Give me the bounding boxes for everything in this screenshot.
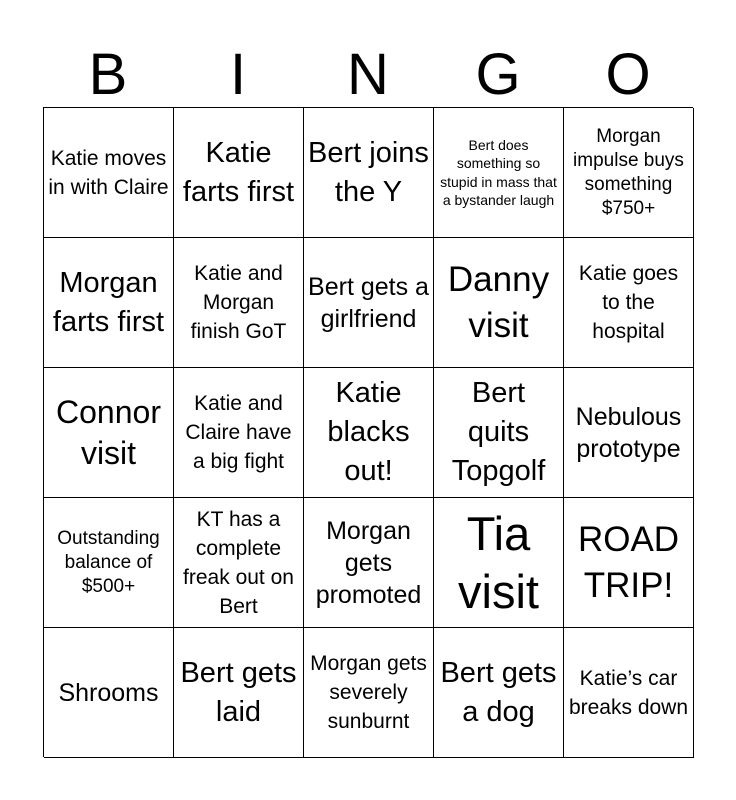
bingo-cell-text: Danny visit xyxy=(447,259,550,345)
bingo-cell-text: Morgan impulse buys something $750+ xyxy=(573,125,684,219)
bingo-cell-text: Bert joins the Y xyxy=(308,136,429,208)
bingo-cell[interactable] xyxy=(44,368,174,498)
bingo-cell[interactable] xyxy=(434,238,564,368)
bingo-cell-text: Bert does something so stupid in mass that a bystander laugh xyxy=(440,136,557,208)
bingo-cell-text: Katie goes to the hospital xyxy=(578,262,679,343)
bingo-cell[interactable] xyxy=(434,498,564,628)
bingo-cell[interactable] xyxy=(304,238,434,368)
bingo-cell[interactable] xyxy=(174,498,304,628)
bingo-cell[interactable] xyxy=(434,108,564,238)
bingo-cell-text: Katie and Morgan finish GoT xyxy=(190,262,287,343)
bingo-cell[interactable] xyxy=(44,108,174,238)
bingo-cell-text: Katie’s car breaks down xyxy=(568,666,689,719)
header-letter-i: I xyxy=(229,42,247,107)
bingo-cell-text: Nebulous prototype xyxy=(575,402,682,463)
bingo-cell[interactable] xyxy=(44,238,174,368)
bingo-cell[interactable] xyxy=(564,368,694,498)
bingo-cell-text: Outstanding balance of $500+ xyxy=(57,527,160,597)
bingo-cell-text: KT has a complete freak out on Bert xyxy=(183,507,294,618)
bingo-cell-text: Katie and Claire have a big fight xyxy=(185,392,292,473)
bingo-cell[interactable] xyxy=(304,108,434,238)
bingo-cell[interactable] xyxy=(434,368,564,498)
bingo-cell-text: Katie blacks out! xyxy=(327,377,410,487)
bingo-cell-text: Bert quits Topgolf xyxy=(451,377,546,487)
bingo-cell[interactable] xyxy=(564,628,694,758)
header-letter-n: N xyxy=(347,42,389,107)
bingo-cell[interactable] xyxy=(174,108,304,238)
bingo-cell-text: Connor visit xyxy=(56,393,161,471)
bingo-cell[interactable] xyxy=(174,628,304,758)
bingo-grid xyxy=(43,107,693,757)
bingo-cell-text: Katie farts first xyxy=(182,136,295,208)
bingo-cell-text: Morgan farts first xyxy=(52,266,165,338)
bingo-cell[interactable] xyxy=(564,498,694,628)
bingo-cell[interactable] xyxy=(564,238,694,368)
bingo-cell-text: Katie moves in with Claire xyxy=(48,146,169,199)
bingo-cell-text: Morgan gets severely sunburnt xyxy=(310,652,427,733)
bingo-cell[interactable] xyxy=(564,108,694,238)
bingo-cell-text: Bert gets laid xyxy=(180,656,297,728)
bingo-cell-text: ROAD TRIP! xyxy=(577,519,680,605)
bingo-cell[interactable] xyxy=(304,368,434,498)
bingo-cell-text: Morgan gets promoted xyxy=(315,516,422,609)
bingo-cell-text: Bert gets a dog xyxy=(440,656,557,728)
bingo-cell[interactable] xyxy=(174,368,304,498)
header-letter-b: B xyxy=(88,42,128,107)
bingo-cell[interactable] xyxy=(304,628,434,758)
header-letter-g: G xyxy=(475,42,521,107)
bingo-cell[interactable] xyxy=(174,238,304,368)
bingo-header xyxy=(43,42,693,108)
bingo-cell[interactable] xyxy=(44,498,174,628)
header-letter-o: O xyxy=(605,42,651,107)
bingo-cell[interactable] xyxy=(304,498,434,628)
bingo-cell-text: Shrooms xyxy=(58,678,159,707)
bingo-cell-text: Tia visit xyxy=(458,506,539,618)
bingo-cell-text: Bert gets a girlfriend xyxy=(308,272,429,333)
bingo-cell[interactable] xyxy=(44,628,174,758)
bingo-cell[interactable] xyxy=(434,628,564,758)
